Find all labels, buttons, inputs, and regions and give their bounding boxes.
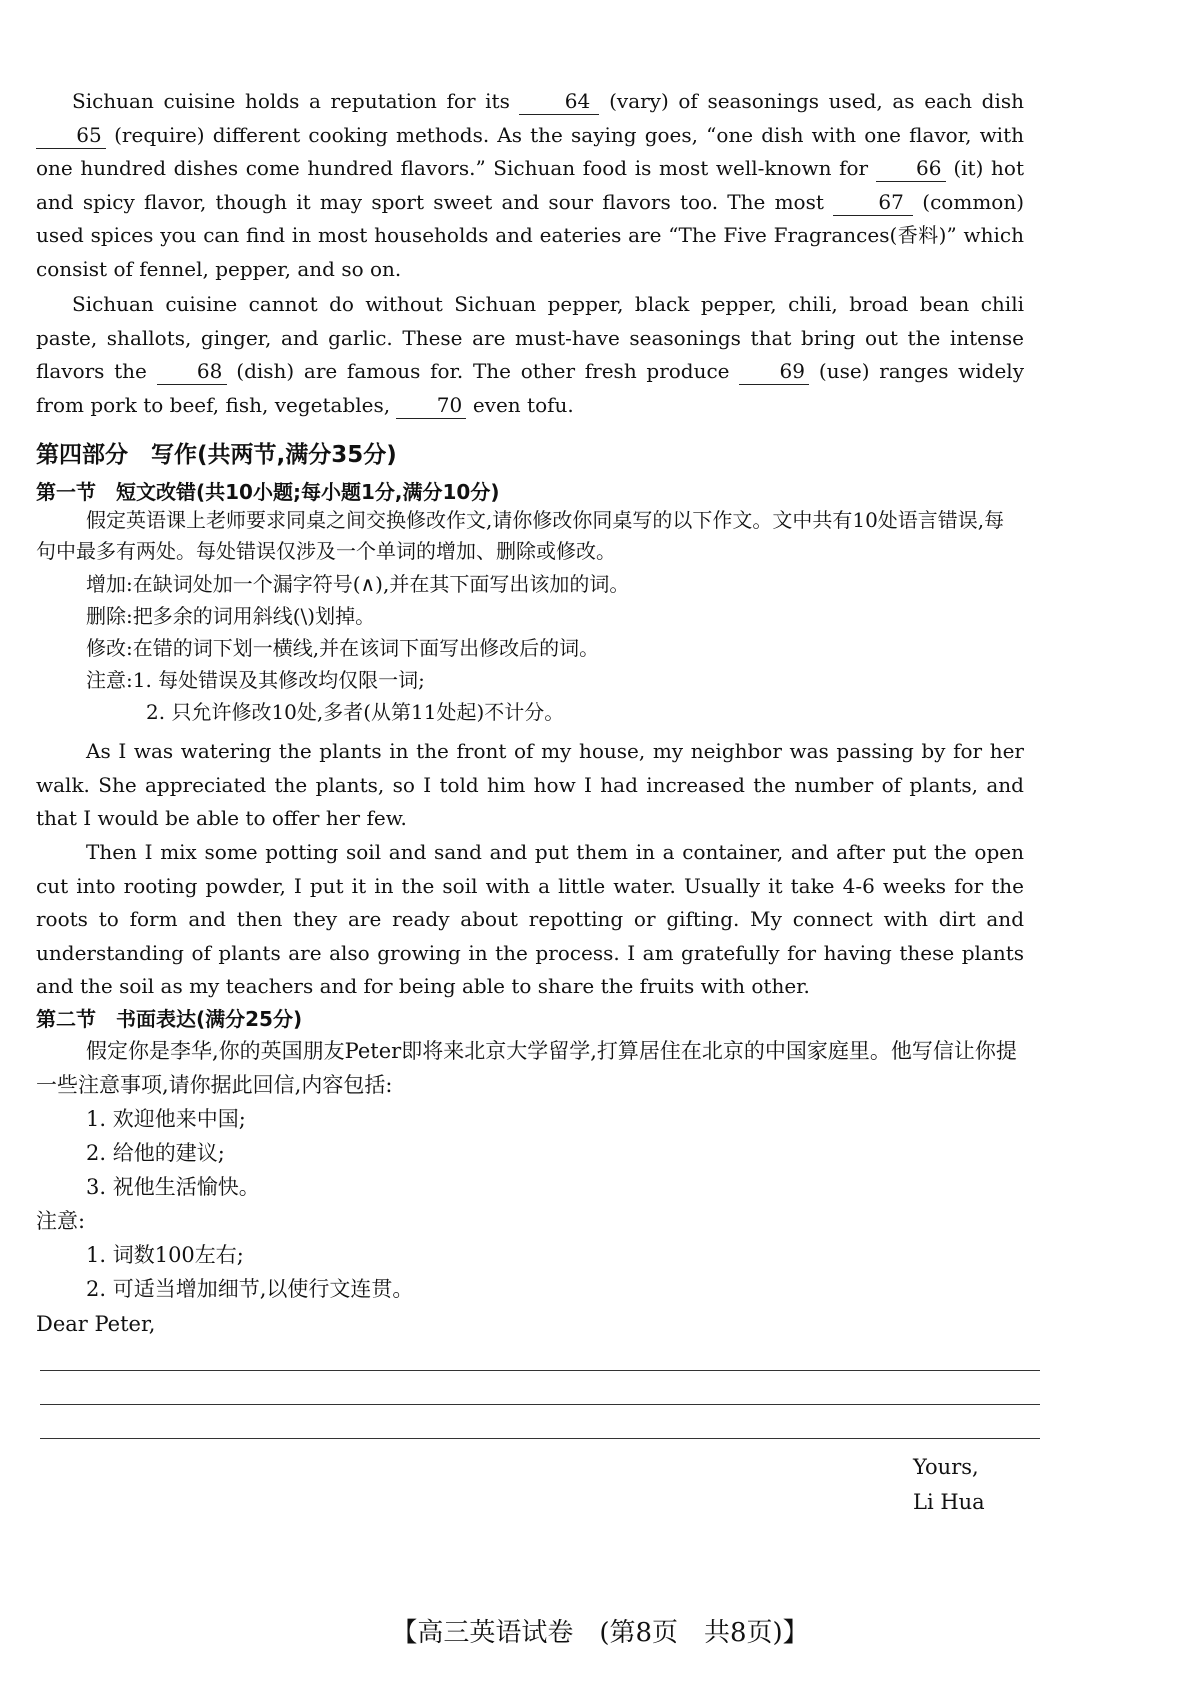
cloze-paragraph-1: Sichuan cuisine holds a reputation for its 64 (vary) of seasonings used, as each dish 65 (require) different cooking methods. As the saying goes, “one dish with one flavor, with one hundred dishes come hundred flavors.” Sichuan food is most well-known for 66 (it) hot and spicy flavor, though it may sport sweet and sour flavors too. The most 67 (common) used spices you can find in most households and eateries are “The Five Fragrances(香料)” which consist of fennel, pepper, and so on. xyxy=(36,89,1025,281)
content-item-1: 1. 欢迎他来中国; xyxy=(86,1107,246,1131)
delete-rule: 删除:把多余的词用斜线(\)划掉。 xyxy=(86,604,376,628)
page-footer: 【高三英语试卷 (第8页 共8页)】 xyxy=(391,1618,809,1648)
answer-line-1 xyxy=(40,1370,1040,1371)
content-item-2: 2. 给他的建议; xyxy=(86,1141,225,1165)
writing-note-2: 2. 可适当增加细节,以使行文连贯。 xyxy=(86,1277,414,1301)
blank-69: 69 xyxy=(739,358,809,385)
section2-instructions: 假定你是李华,你的英国朋友Peter即将来北京大学留学,打算居住在北京的中国家庭里。他写信让你提一些注意事项,请你据此回信,内容包括: xyxy=(36,1039,1017,1097)
closing: Yours, xyxy=(913,1455,979,1479)
answer-line-2 xyxy=(40,1404,1040,1405)
blank-66: 66 xyxy=(876,155,946,182)
notes-label: 注意: xyxy=(36,1209,86,1233)
cloze-paragraph-2: Sichuan cuisine cannot do without Sichuan pepper, black pepper, chili, broad bean chili paste, shallots, ginger, and garlic. These are must-have seasonings that bring out the intense flavors the 68 (dish) are famous for. The other fresh produce 69 (use) ranges widely from pork to beef, fish, vegetables, 70 even tofu. xyxy=(36,292,1025,417)
section1-instructions: 假定英语课上老师要求同桌之间交换修改作文,请你修改你同桌写的以下作文。文中共有10处语言错误,每句中最多有两处。每处错误仅涉及一个单词的增加、删除或修改。 xyxy=(36,508,1005,563)
note-1: 注意:1. 每处错误及其修改均仅限一词; xyxy=(86,668,425,692)
blank-68: 68 xyxy=(157,358,227,385)
section2-title: 第二节 书面表达(满分25分) xyxy=(36,1007,303,1031)
part4-title: 第四部分 写作(共两节,满分35分) xyxy=(36,442,397,468)
section1-title: 第一节 短文改错(共10小题;每小题1分,满分10分) xyxy=(36,480,500,504)
blank-65: 65 xyxy=(36,122,106,149)
note-2: 2. 只允许修改10处,多者(从第11处起)不计分。 xyxy=(146,700,565,724)
signature: Li Hua xyxy=(913,1490,985,1514)
add-rule: 增加:在缺词处加一个漏字符号(∧),并在其下面写出该加的词。 xyxy=(86,572,630,596)
essay-paragraph-1: As I was watering the plants in the front of my house, my neighbor was passing by for her walk. She appreciated the plants, so I told him how I had increased the number of plants, and that I would be able to offer her few. xyxy=(36,739,1024,830)
writing-note-1: 1. 词数100左右; xyxy=(86,1243,244,1267)
content-item-3: 3. 祝他生活愉快。 xyxy=(86,1175,260,1199)
modify-rule: 修改:在错的词下划一横线,并在该词下面写出修改后的词。 xyxy=(86,636,600,660)
salutation: Dear Peter, xyxy=(36,1312,156,1336)
blank-64: 64 xyxy=(519,88,599,115)
blank-67: 67 xyxy=(833,189,913,216)
blank-70: 70 xyxy=(396,392,466,419)
answer-line-3 xyxy=(40,1438,1040,1439)
essay-paragraph-2: Then I mix some potting soil and sand and put them in a container, and after put the open cut into rooting powder, I put it in the soil with a little water. Usually it take 4-6 weeks for the roots to form and then they are ready about repotting or gifting. My connect with dirt and understanding of plants are also growing in the process. I am gratefully for having these plants and the soil as my teachers and for being able to share the fruits with other. xyxy=(36,840,1024,998)
